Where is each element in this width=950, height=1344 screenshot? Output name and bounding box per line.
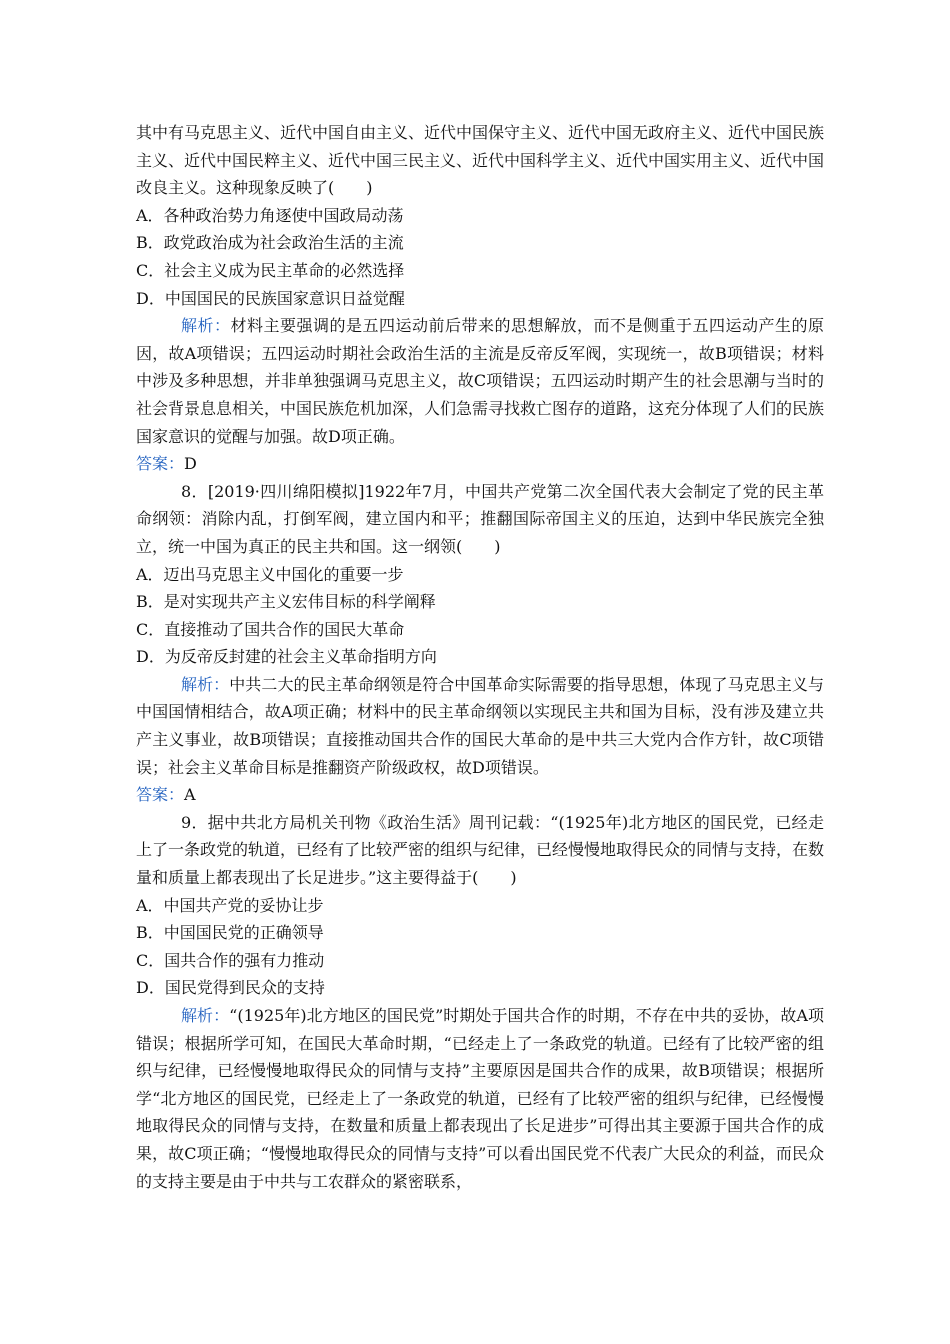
q8-analysis-label: 解析：: [181, 674, 230, 694]
q8-answer-label: 答案：: [136, 785, 185, 805]
q9-analysis: [136, 1002, 824, 1195]
q7-option-c: C．社会主义成为民主革命的必然选择: [136, 260, 405, 280]
q7-analysis-label: 解析：: [181, 316, 231, 336]
q9-option-d: D．国民党得到民众的支持: [136, 978, 325, 998]
q9-option-a: A．中国共产党的妥协让步: [136, 895, 324, 915]
document-body: [136, 119, 824, 1195]
q7-option-d: D．中国国民的民族国家意识日益觉醒: [136, 288, 405, 308]
q7-option-a: A．各种政治势力角逐使中国政局动荡: [136, 205, 404, 225]
q8-option-a: A．迈出马克思主义中国化的重要一步: [136, 564, 404, 584]
q8-answer: [136, 781, 824, 809]
q8-option-d: D．为反帝反封建的社会主义革命指明方向: [136, 647, 437, 667]
q7-analysis: [136, 312, 824, 450]
q7-answer-value: D: [184, 454, 197, 474]
q7-stem: 其中有马克思主义、近代中国自由主义、近代中国保守主义、近代中国无政府主义、近代中国民族主义、近代中国民粹主义、近代中国三民主义、近代中国科学主义、近代中国实用主义、近代中国改良主义。这种现象反映了( ): [136, 123, 825, 198]
q8-option-b: B．是对实现共产主义宏伟目标的科学阐释: [136, 592, 436, 612]
q7-answer: [136, 450, 824, 478]
q8-option-c: C．直接推动了国共合作的国民大革命: [136, 619, 405, 639]
q9-analysis-text: “(1925年)北方地区的国民党”时期处于国共合作的时期，不存在中共的妥协，故A项错误；根据所学可知，在国民大革命时期，“已经走上了一条政党的轨道。已经有了比较严密的组织与纪律，已经慢慢地取得民众的同情与支持”主要原因是国共合作的成果，故B项错误；根据所学“北方地区的国民党，已经走上了一条政党的轨道，已经有了比较严密的组织与纪律，已经慢慢地取得民众的同情与支持，在数量和质量上都表现出了长足进步”可得出其主要源于国共合作的成果，故C项正确；“慢慢地取得民众的同情与支持”可以看出国民党不代表广大民众的利益，而民众的支持主要是由于中共与工农群众的紧密联系，: [136, 1006, 824, 1191]
q7-analysis-text: 材料主要强调的是五四运动前后带来的思想解放，而不是侧重于五四运动产生的原因，故A项错误；五四运动时期社会政治生活的主流是反帝反军阀，实现统一，故B项错误；材料中涉及多种思想，并非单独强调马克思主义，故C项错误；五四运动时期产生的社会思潮与当时的社会背景息息相关，中国民族危机加深，人们急需寻找救亡图存的道路，这充分体现了人们的民族国家意识的觉醒与加强。故D项正确。: [136, 316, 825, 446]
q9-stem: 9．据中共北方局机关刊物《政治生活》周刊记载：“(1925年)北方地区的国民党，已经走上了一条政党的轨道，已经有了比较严密的组织与纪律，已经慢慢地取得民众的同情与支持，在数量和质量上都表现出了长足进步。”这主要得益于( ): [136, 812, 825, 888]
q7-answer-label: 答案：: [136, 454, 185, 474]
q9-option-b: B．中国国民党的正确领导: [136, 923, 324, 943]
q8-analysis: [136, 671, 824, 781]
q8-analysis-text: 中共二大的民主革命纲领是符合中国革命实际需要的指导思想，体现了马克思主义与中国国情相结合，故A项正确；材料中的民主革命纲领以实现民主共和国为目标，没有涉及建立共产主义事业，故B项错误；直接推动国共合作的国民大革命的是中共三大党内合作方针，故C项错误；社会主义革命目标是推翻资产阶级政权，故D项错误。: [136, 674, 824, 777]
q9-option-c: C．国共合作的强有力推动: [136, 950, 325, 970]
q8-stem: 8．[2019·四川绵阳模拟]1922年7月，中国共产党第二次全国代表大会制定了党的民主革命纲领：消除内乱，打倒军阀，建立国内和平；推翻国际帝国主义的压迫，达到中华民族完全独立，统一中国为真正的民主共和国。这一纲领( ): [136, 481, 824, 556]
q8-answer-value: A: [184, 785, 196, 805]
q9-analysis-label: 解析：: [181, 1006, 230, 1025]
q7-option-b: B．政党政治成为社会政治生活的主流: [136, 233, 404, 253]
